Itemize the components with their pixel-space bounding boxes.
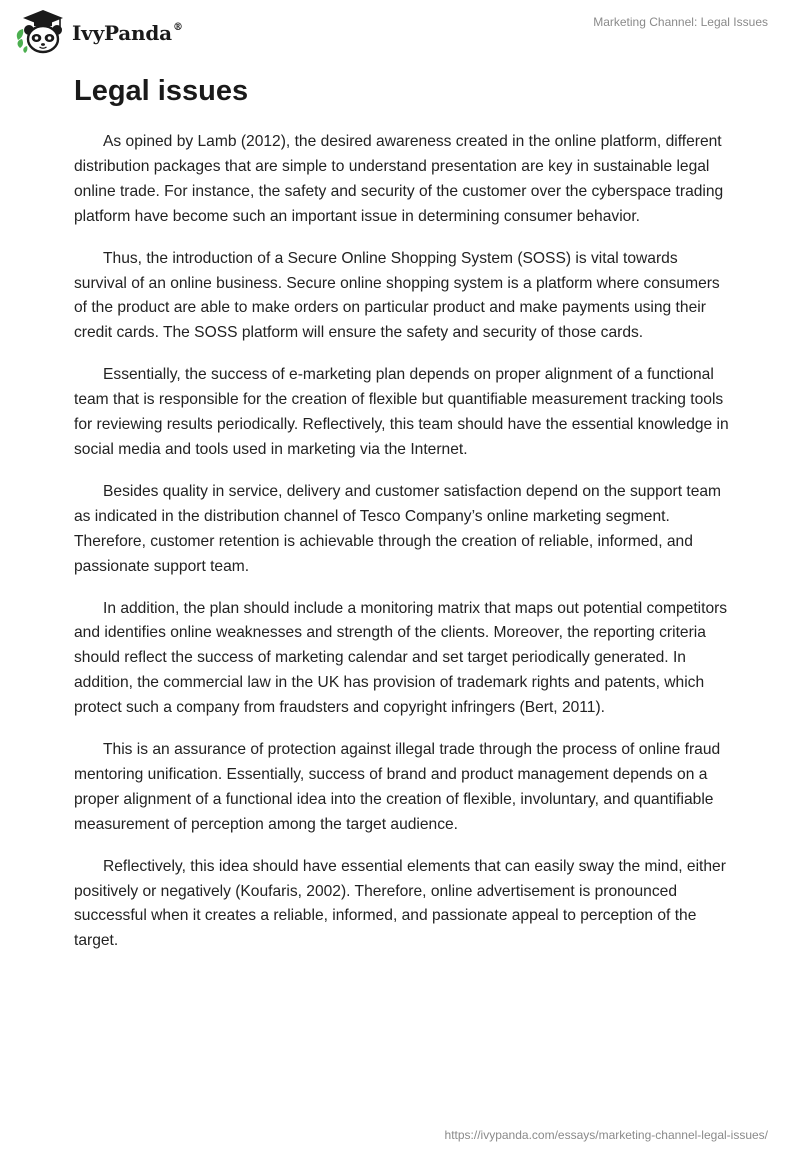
- panda-graduation-cap-icon: [14, 8, 66, 56]
- paragraph: Reflectively, this idea should have essential elements that can easily sway the mind, either positively or negatively (Koufaris, 2002). Therefore, online advertisement is pronounced successful when it creates a reliable, informed, and passionate appeal to perception of the target.: [74, 857, 726, 950]
- brand-name: IvyPanda®: [72, 21, 183, 45]
- paragraph: Besides quality in service, delivery and customer satisfaction depend on the support team as indicated in the distribution channel of Tesco Company’s online marketing segment. Therefore, customer retention is achievable through the creation of reliable, informed, and passionate support team.: [74, 482, 722, 575]
- source-url[interactable]: https://ivypanda.com/essays/marketing-channel-legal-issues/: [444, 1128, 768, 1142]
- page-header: [0, 0, 800, 62]
- paragraph: This is an assurance of protection against illegal trade through the process of online fraud mentoring unification. Essentially, success of brand and product management depends on a proper alignment of a functional idea into the creation of flexible, involuntary, and quantifiable measurement of perception among the target audience.: [74, 741, 721, 833]
- ivypanda-logo[interactable]: [14, 8, 183, 56]
- paragraph: In addition, the plan should include a monitoring matrix that maps out potential competitors and identifies online weaknesses and strength of the clients. Moreover, the reporting criteria should reflect the success of marketing calendar and set target periodically generated. In addition, the commercial law in the UK has provision of trademark rights and patents, which protect such a company from fraudsters and copyright infringers (Bert, 2011).: [74, 599, 728, 717]
- paragraph: As opined by Lamb (2012), the desired awareness created in the online platform, different distribution packages that are simple to understand presentation are key in sustainable legal online trade. For instance, the safety and security of the customer over the cyberspace trading platform have become such an important issue in determining consumer behavior.: [74, 133, 724, 225]
- paragraph: Essentially, the success of e-marketing plan depends on proper alignment of a functional team that is responsible for the creation of flexible but quantifiable measurement tracking tools for reviewing results periodically. Reflectively, this team should have the essential knowledge in social media and tools used in marketing via the Internet.: [74, 366, 729, 458]
- document-title: Marketing Channel: Legal Issues: [593, 15, 768, 29]
- paragraph: Thus, the introduction of a Secure Online Shopping System (SOSS) is vital towards survival of an online business. Secure online shopping system is a platform where consumers of the product are able to make orders on particular product and make payments using their credit cards. The SOSS platform will ensure the safety and security of those cards.: [74, 249, 720, 342]
- article-body: [74, 72, 734, 971]
- section-heading: Legal issues: [74, 75, 249, 107]
